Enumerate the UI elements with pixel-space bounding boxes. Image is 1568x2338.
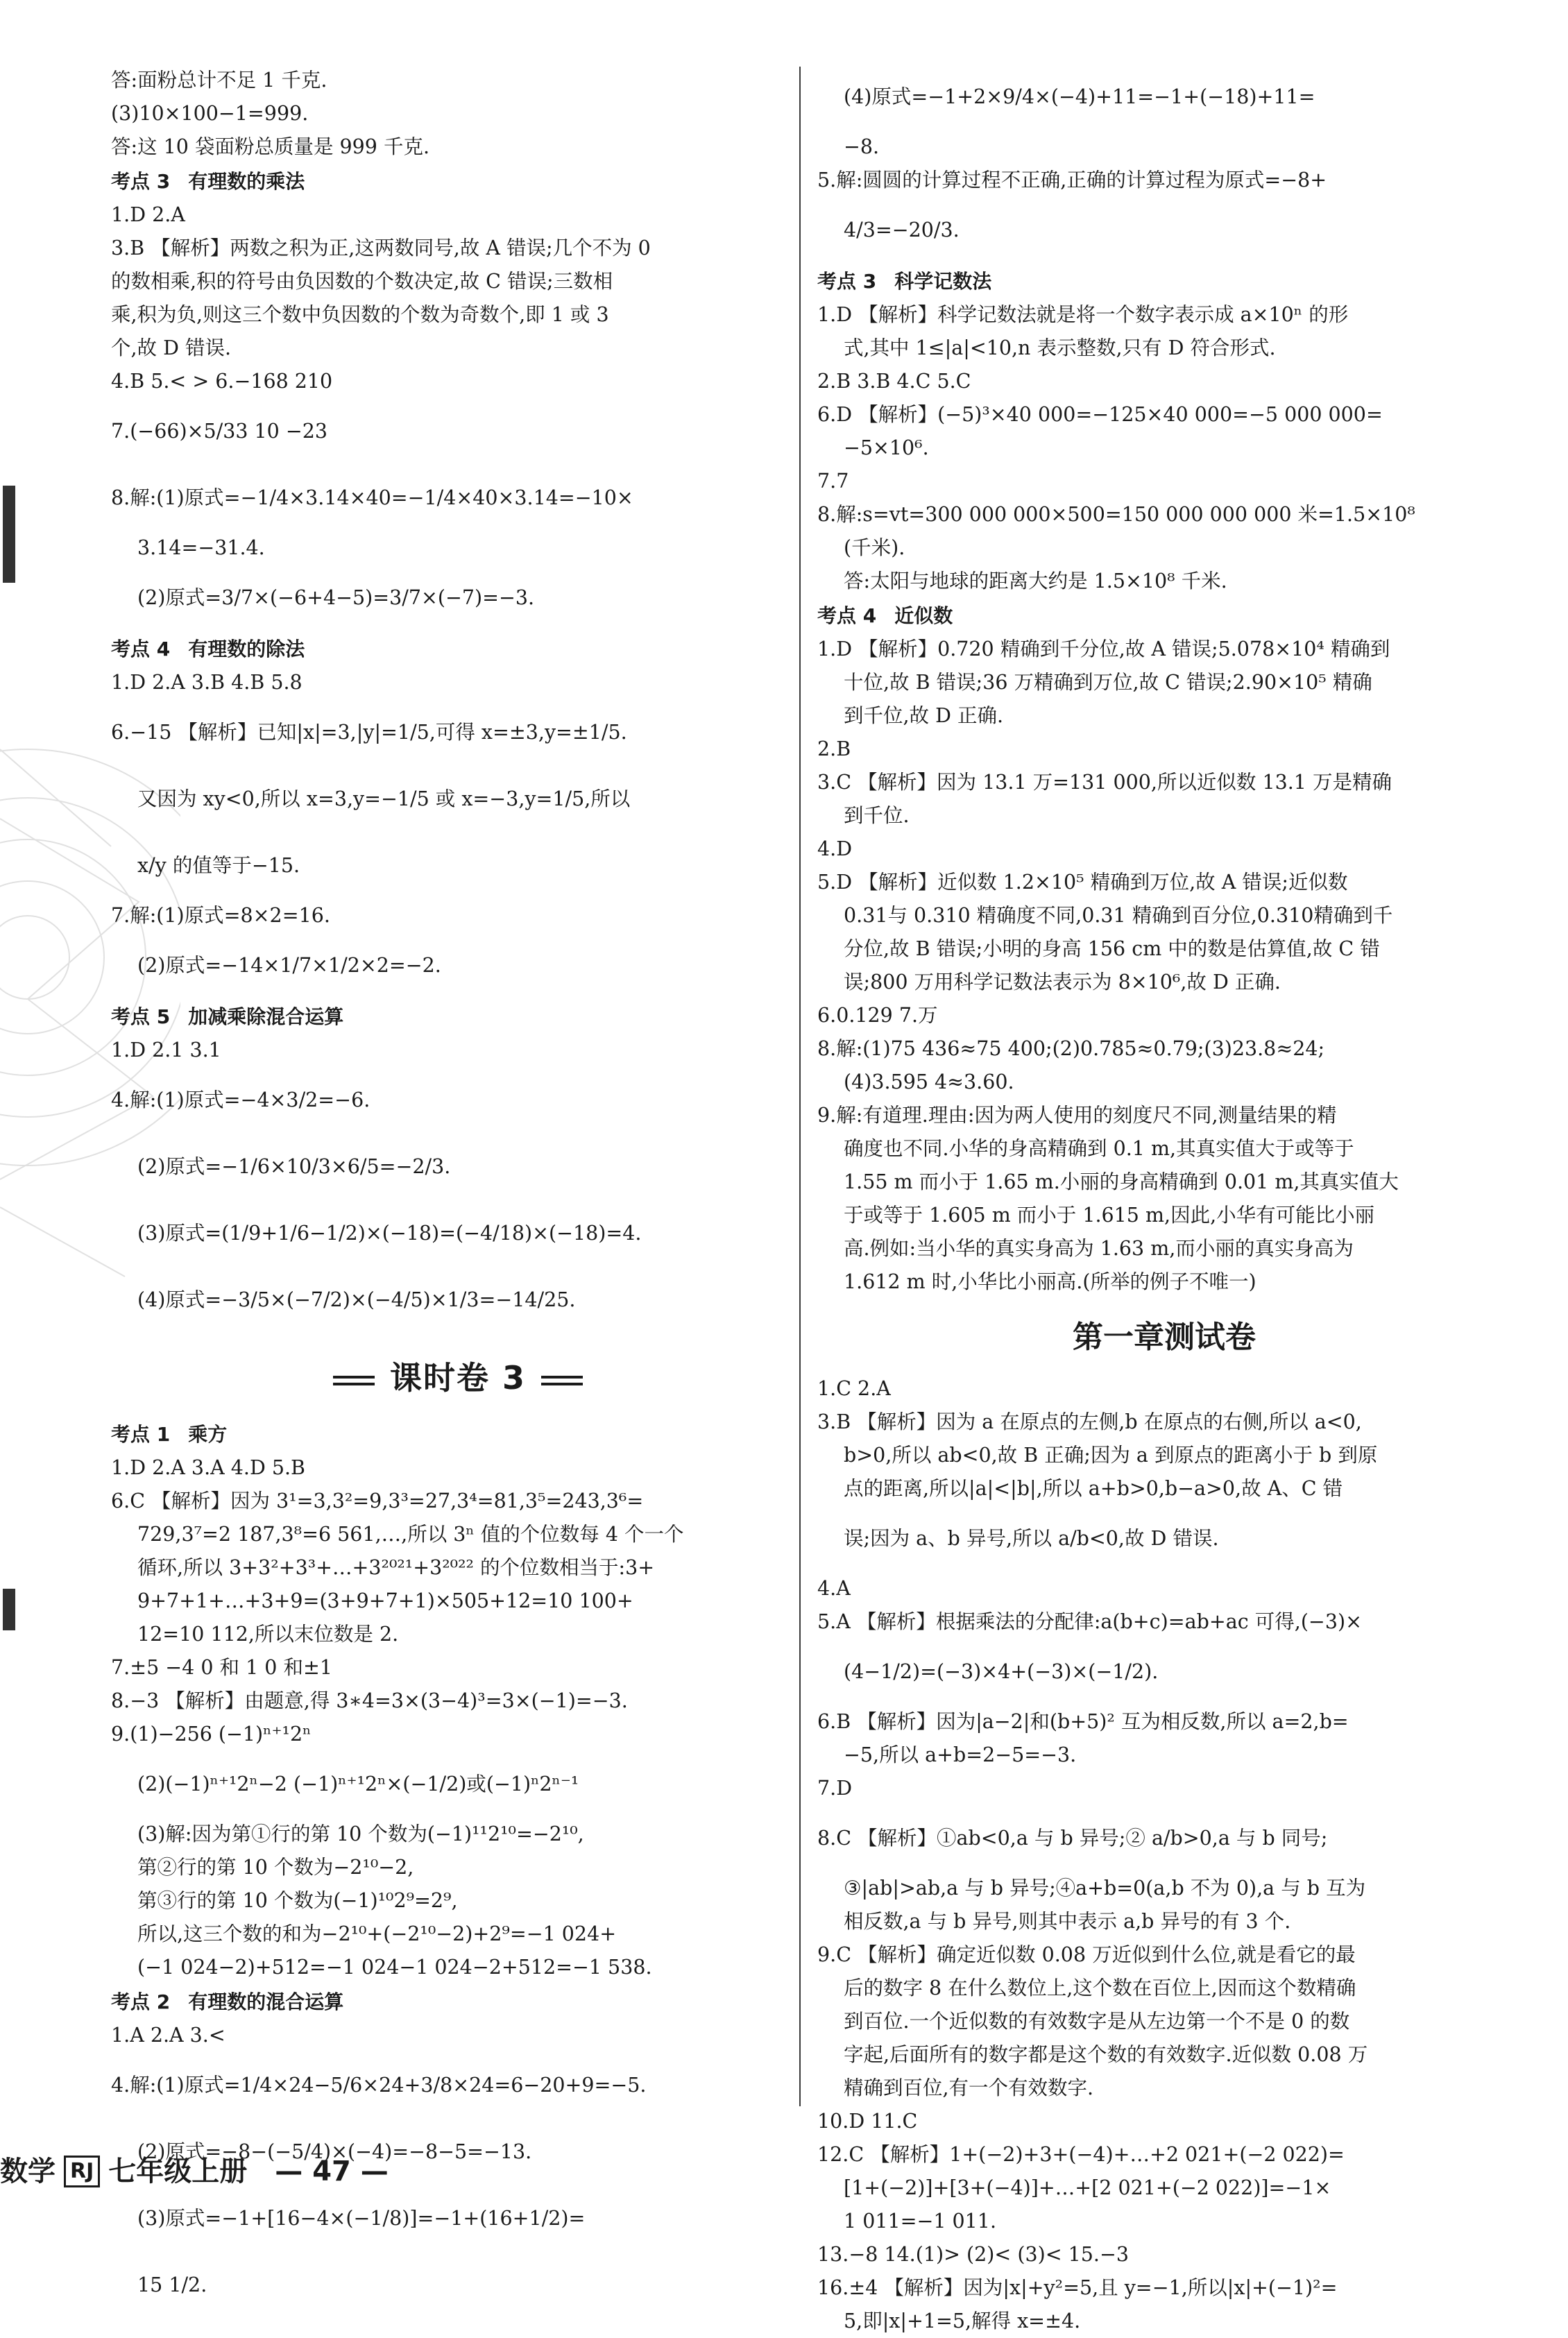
- binding-mark: [3, 486, 15, 583]
- answer-line: 3.B 【解析】因为 a 在原点的左侧,b 在原点的右侧,所以 a<0,: [817, 1410, 1362, 1433]
- section-title: 科学记数法: [894, 270, 992, 293]
- answer-line: 的数相乘,积的符号由负因数的个数决定,故 C 错误;三数相: [111, 270, 613, 293]
- answer-line: 6.−15 【解析】已知|x|=3,|y|=1/5,可得 x=±3,y=±1/5.: [111, 721, 627, 744]
- section-heading: [111, 1986, 805, 2019]
- answer-line: 误;因为 a、b 异号,所以 a/b<0,故 D 错误.: [844, 1527, 1219, 1550]
- answer-line: ③|ab|>ab,a 与 b 异号;④a+b=0(a,b 不为 0),a 与 b 互为: [844, 1877, 1366, 1900]
- answer-line: 1.A 2.A 3.<: [111, 2024, 225, 2047]
- answer-line: (3)原式=(1/9+1/6−1/2)×(−18)=(−4/18)×(−18)=4.: [137, 1222, 642, 1245]
- answer-line: 乘,积为负,则这三个数中负因数的个数为奇数个,即 1 或 3: [111, 303, 609, 326]
- section-heading: [111, 1418, 805, 1451]
- chapter-title-text: 课时卷 3: [389, 1359, 527, 1397]
- answer-line: 8.解:(1)75 436≈75 400;(2)0.785≈0.79;(3)23.8≈24;: [817, 1037, 1325, 1060]
- answer-line: 于或等于 1.605 m 而小于 1.615 m,因此,小华有可能比小丽: [844, 1204, 1375, 1227]
- answer-line: 13.−8 14.(1)> (2)< (3)< 15.−3: [817, 2243, 1129, 2266]
- answer-line: 3.14=−31.4.: [137, 536, 265, 559]
- answer-line: (2)原式=−14×1/7×1/2×2=−2.: [137, 954, 441, 977]
- answer-line: 1.D 2.A 3.A 4.D 5.B: [111, 1456, 306, 1479]
- answer-line: 答:太阳与地球的距离大约是 1.5×10⁸ 千米.: [844, 570, 1227, 592]
- answer-line: 字起,后面所有的数字都是这个数的有效数字.近似数 0.08 万: [844, 2043, 1368, 2066]
- answer-line: 9.解:有道理.理由:因为两人使用的刻度尺不同,测量结果的精: [817, 1104, 1337, 1127]
- answer-line: 到千位.: [844, 804, 910, 827]
- answer-line: (千米).: [844, 536, 905, 559]
- answer-line: 相反数,a 与 b 异号,则其中表示 a,b 异号的有 3 个.: [844, 1910, 1291, 1933]
- answer-line: 4.解:(1)原式=1/4×24−5/6×24+3/8×24=6−20+9=−5.: [111, 2074, 647, 2097]
- section-heading: [817, 599, 1511, 633]
- section-label: 考点 1: [111, 1423, 171, 1446]
- answer-line: 1.612 m 时,小华比小丽高.(所举的例子不唯一): [844, 1270, 1256, 1293]
- answer-line: −5,所以 a+b=2−5=−3.: [844, 1743, 1077, 1766]
- answer-line: (2)原式=−8−(−5/4)×(−4)=−8−5=−13.: [137, 2140, 532, 2163]
- chapter-title: 第一章测试卷: [1073, 1320, 1256, 1355]
- answer-line: 所以,这三个数的和为−2¹⁰+(−2¹⁰−2)+2⁹=−1 024+: [137, 1922, 617, 1945]
- answer-line: 7.(−66)×5/33 10 −23: [111, 420, 327, 443]
- answer-line: x/y 的值等于−15.: [137, 854, 300, 877]
- section-title: 乘方: [188, 1423, 228, 1446]
- answer-line: 精确到百位,有一个有效数字.: [844, 2076, 1094, 2099]
- answer-line: 6.B 【解析】因为|a−2|和(b+5)² 互为相反数,所以 a=2,b=: [817, 1710, 1349, 1733]
- answer-line: (4)3.595 4≈3.60.: [844, 1070, 1014, 1093]
- title-rule: [541, 1376, 583, 1385]
- column-divider: [799, 67, 801, 2106]
- answer-line: (3)解:因为第①行的第 10 个数为(−1)¹¹2¹⁰=−2¹⁰,: [137, 1823, 584, 1845]
- answer-line: 0.31与 0.310 精确度不同,0.31 精确到百分位,0.310精确到千: [844, 904, 1393, 927]
- answer-line: 确度也不同.小华的身高精确到 0.1 m,其真实值大于或等于: [844, 1137, 1354, 1160]
- section-title: 有理数的混合运算: [188, 1990, 344, 2013]
- answer-line: −8.: [844, 135, 880, 158]
- answer-line: 10.D 11.C: [817, 2110, 918, 2133]
- section-label: 考点 2: [111, 1990, 171, 2013]
- answer-line: (2)原式=−1/6×10/3×6/5=−2/3.: [137, 1155, 451, 1178]
- section-label: 考点 3: [111, 170, 171, 193]
- title-rule: [333, 1376, 375, 1385]
- answer-line: 8.−3 【解析】由题意,得 3∗4=3×(3−4)³=3×(−1)=−3.: [111, 1689, 628, 1712]
- answer-line: 循环,所以 3+3²+3³+…+3²⁰²¹+3²⁰²² 的个位数相当于:3+: [137, 1556, 655, 1579]
- answer-line: 十位,故 B 错误;36 万精确到万位,故 C 错误;2.90×10⁵ 精确: [844, 671, 1372, 694]
- section-heading: [817, 265, 1511, 298]
- section-label: 考点 4: [817, 604, 877, 627]
- answer-line: b>0,所以 ab<0,故 B 正确;因为 a 到原点的距离小于 b 到原: [844, 1444, 1378, 1467]
- answer-line: 5.解:圆圆的计算过程不正确,正确的计算过程为原式=−8+: [817, 169, 1327, 191]
- answer-line: 又因为 xy<0,所以 x=3,y=−1/5 或 x=−3,y=1/5,所以: [137, 787, 631, 810]
- page-footer: [0, 2151, 389, 2192]
- answer-line: 12.C 【解析】1+(−2)+3+(−4)+…+2 021+(−2 022)=: [817, 2143, 1345, 2166]
- answer-line: 第②行的第 10 个数为−2¹⁰−2,: [137, 1856, 414, 1879]
- answer-line: 后的数字 8 在什么数位上,这个数在百位上,因而这个数精确: [844, 1977, 1356, 1999]
- answer-line: 1 011=−1 011.: [844, 2210, 996, 2233]
- answer-line: 3.B 【解析】两数之积为正,这两数同号,故 A 错误;几个不为 0: [111, 237, 651, 259]
- answer-line: 5.D 【解析】近似数 1.2×10⁵ 精确到万位,故 A 错误;近似数: [817, 871, 1348, 894]
- answer-line: 6.D 【解析】(−5)³×40 000=−125×40 000=−5 000 000=: [817, 403, 1383, 426]
- section-title: 加减乘除混合运算: [188, 1005, 344, 1028]
- chapter-title: [111, 1357, 805, 1399]
- answer-line: 1.D 2.A 3.B 4.B 5.8: [111, 671, 302, 694]
- section-label: 考点 3: [817, 270, 877, 293]
- answer-line: 1.D 【解析】科学记数法就是将一个数字表示成 a×10ⁿ 的形: [817, 303, 1349, 326]
- answer-line: 式,其中 1≤|a|<10,n 表示整数,只有 D 符合形式.: [844, 336, 1276, 359]
- section-heading: [111, 633, 805, 666]
- footer-edition-badge: RJ: [64, 2156, 100, 2187]
- answer-line: (4−1/2)=(−3)×4+(−3)×(−1/2).: [844, 1660, 1159, 1683]
- answer-line: 9.(1)−256 (−1)ⁿ⁺¹2ⁿ: [111, 1723, 312, 1746]
- answer-line: 个,故 D 错误.: [111, 336, 232, 359]
- answer-line: [1+(−2)]+[3+(−4)]+…+[2 021+(−2 022)]=−1×: [844, 2176, 1331, 2199]
- answer-line: 4.解:(1)原式=−4×3/2=−6.: [111, 1089, 370, 1111]
- answer-line: 16.±4 【解析】因为|x|+y²=5,且 y=−1,所以|x|+(−1)²=: [817, 2276, 1338, 2299]
- answer-line: 答:这 10 袋面粉总质量是 999 千克.: [111, 135, 430, 158]
- answer-line: 分位,故 B 错误;小明的身高 156 cm 中的数是估算值,故 C 错: [844, 937, 1380, 960]
- answer-line: 点的距离,所以|a|<|b|,所以 a+b>0,b−a>0,故 A、C 错: [844, 1477, 1343, 1500]
- page-number: — 47 —: [275, 2156, 389, 2187]
- binding-mark: [3, 1589, 15, 1630]
- answer-line: 3.C 【解析】因为 13.1 万=131 000,所以近似数 13.1 万是精确: [817, 771, 1392, 794]
- answer-line: −5×10⁶.: [844, 436, 929, 459]
- answer-line: 8.解:(1)原式=−1/4×3.14×40=−1/4×40×3.14=−10×: [111, 486, 633, 509]
- section-label: 考点 5: [111, 1005, 171, 1028]
- section-heading: [111, 165, 805, 198]
- answer-line: 729,3⁷=2 187,3⁸=6 561,…,所以 3ⁿ 值的个位数每 4 个一个: [137, 1523, 684, 1546]
- answer-line: 15 1/2.: [137, 2273, 207, 2296]
- answer-line: 答:面粉总计不足 1 千克.: [111, 69, 327, 92]
- footer-grade: 七年级上册: [108, 2156, 248, 2187]
- answer-line: 1.55 m 而小于 1.65 m.小丽的身高精确到 0.01 m,其真实值大: [844, 1170, 1399, 1193]
- answer-line: 7.解:(1)原式=8×2=16.: [111, 904, 330, 927]
- answer-line: 2.B: [817, 737, 851, 760]
- answer-line: 1.D 2.1 3.1: [111, 1039, 221, 1061]
- answer-line: (4)原式=−3/5×(−7/2)×(−4/5)×1/3=−14/25.: [137, 1288, 576, 1311]
- answer-line: 4.B 5.< > 6.−168 210: [111, 370, 333, 393]
- answer-line: 6.C 【解析】因为 3¹=3,3²=9,3³=27,3⁴=81,3⁵=243,3⁶=: [111, 1490, 644, 1512]
- answer-line: 12=10 112,所以末位数是 2.: [137, 1623, 399, 1646]
- answer-line: 2.B 3.B 4.C 5.C: [817, 370, 971, 393]
- answer-line: 5.A 【解析】根据乘法的分配律:a(b+c)=ab+ac 可得,(−3)×: [817, 1610, 1362, 1633]
- answer-line: 5,即|x|+1=5,解得 x=±4.: [844, 2310, 1081, 2332]
- answer-line: 高.例如:当小华的真实身高为 1.63 m,而小丽的真实身高为: [844, 1237, 1354, 1260]
- answer-line: 8.解:s=vt=300 000 000×500=150 000 000 000 米=1.5×10⁸: [817, 503, 1415, 526]
- answer-line: 7.D: [817, 1777, 853, 1800]
- answer-line: 1.C 2.A: [817, 1377, 891, 1400]
- answer-line: 7.7: [817, 470, 849, 493]
- answer-line: (3)10×100−1=999.: [111, 102, 309, 125]
- answer-line: 误;800 万用科学记数法表示为 8×10⁶,故 D 正确.: [844, 971, 1281, 993]
- answer-line: 4.A: [817, 1577, 851, 1600]
- answer-line: (2)(−1)ⁿ⁺¹2ⁿ−2 (−1)ⁿ⁺¹2ⁿ×(−1/2)或(−1)ⁿ2ⁿ⁻¹: [137, 1773, 579, 1795]
- section-title: 有理数的除法: [188, 638, 305, 660]
- answer-column-left: [111, 64, 805, 2319]
- section-label: 考点 4: [111, 638, 171, 660]
- answer-line: 1.D 【解析】0.720 精确到千分位,故 A 错误;5.078×10⁴ 精确到: [817, 638, 1390, 660]
- section-title: 近似数: [894, 604, 953, 627]
- answer-line: 7.±5 −4 0 和 1 0 和±1: [111, 1656, 332, 1679]
- section-title: 有理数的乘法: [188, 170, 305, 193]
- answer-line: 4.D: [817, 837, 853, 860]
- answer-column-right: [817, 64, 1511, 2338]
- answer-line: 第③行的第 10 个数为(−1)¹⁰2⁹=2⁹,: [137, 1889, 458, 1912]
- answer-line: 到千位,故 D 正确.: [844, 704, 1004, 727]
- answer-line: (4)原式=−1+2×9/4×(−4)+11=−1+(−18)+11=: [844, 85, 1315, 108]
- answer-line: (2)原式=3/7×(−6+4−5)=3/7×(−7)=−3.: [137, 586, 535, 609]
- section-heading: [111, 1000, 805, 1034]
- answer-line: (−1 024−2)+512=−1 024−1 024−2+512=−1 538.: [137, 1956, 652, 1979]
- answer-line: 9.C 【解析】确定近似数 0.08 万近似到什么位,就是看它的最: [817, 1943, 1356, 1966]
- answer-line: 6.0.129 7.万: [817, 1004, 938, 1027]
- answer-line: 8.C 【解析】①ab<0,a 与 b 异号;② a/b>0,a 与 b 同号;: [817, 1827, 1328, 1850]
- footer-subject: 数学: [0, 2156, 56, 2187]
- answer-line: (3)原式=−1+[16−4×(−1/8)]=−1+(16+1/2)=: [137, 2207, 586, 2230]
- answer-line: 到百位.一个近似数的有效数字是从左边第一个不是 0 的数: [844, 2010, 1350, 2033]
- answer-line: 9+7+1+…+3+9=(3+9+7+1)×505+12=10 100+: [137, 1589, 633, 1612]
- answer-line: 4/3=−20/3.: [844, 219, 960, 241]
- answer-line: 1.D 2.A: [111, 203, 185, 226]
